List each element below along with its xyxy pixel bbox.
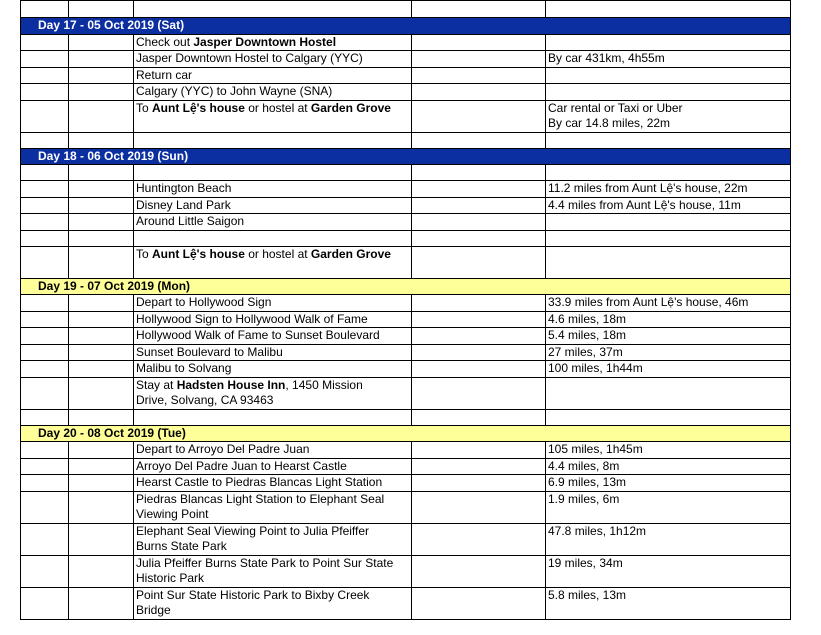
blank-cell <box>412 51 546 68</box>
blank-cell <box>412 181 546 198</box>
blank-cell <box>412 67 546 84</box>
itinerary-row <box>21 132 791 148</box>
blank-cell <box>69 523 134 555</box>
blank-cell <box>412 311 546 328</box>
blank-cell <box>69 214 134 231</box>
travel-info: 5.8 miles, 13m <box>548 587 627 602</box>
place-name: Hadsten House Inn <box>176 377 286 392</box>
activity-text: Sunset Boulevard to Malibu <box>136 344 283 359</box>
activity-text: Hollywood Walk of Fame to Sunset Boulevard <box>136 328 380 342</box>
activity-text: Hearst Castle to Piedras Blancas Light Station <box>136 475 383 489</box>
info-cell <box>546 328 791 345</box>
blank-cell <box>21 523 69 555</box>
activity-cell <box>134 523 412 555</box>
travel-info: 100 miles, 1h44m <box>548 361 643 375</box>
activity-text: Elephant Seal Viewing Point to Julia Pfeiffer <box>136 523 370 538</box>
info-cell <box>546 409 791 425</box>
activity-cell <box>134 34 412 51</box>
blank-cell <box>412 555 546 587</box>
activity-text: Point Sur State Historic Park to Bixby Creek <box>136 587 370 602</box>
day-header: Day 20 - 08 Oct 2019 (Tue) <box>21 425 791 442</box>
blank-cell <box>69 458 134 475</box>
activity-cell <box>134 409 412 425</box>
place-name: Jasper Downtown Hostel <box>193 34 337 49</box>
day-header-row <box>21 425 791 442</box>
itinerary-row <box>21 344 791 361</box>
blank-cell <box>412 361 546 378</box>
blank-cell <box>21 377 69 409</box>
itinerary-row <box>21 100 791 132</box>
blank-cell <box>412 523 546 555</box>
itinerary-row <box>21 214 791 231</box>
itinerary-row <box>21 165 791 181</box>
itinerary-row <box>21 295 791 312</box>
itinerary-row <box>21 84 791 101</box>
activity-cell <box>134 555 412 587</box>
day-header: Day 19 - 07 Oct 2019 (Mon) <box>21 278 791 295</box>
itinerary-row <box>21 442 791 459</box>
travel-info: 33.9 miles from Aunt Lệ's house, 46m <box>548 295 749 309</box>
blank-cell <box>69 587 134 619</box>
info-cell <box>546 295 791 312</box>
activity-cell <box>134 246 412 278</box>
blank-cell <box>21 555 69 587</box>
blank-cell <box>21 165 69 181</box>
travel-info: 6.9 miles, 13m <box>548 475 627 489</box>
blank-cell <box>412 442 546 459</box>
travel-info: 4.4 miles from Aunt Lệ's house, 11m <box>548 197 741 212</box>
itinerary-row <box>21 328 791 345</box>
activity-text: To <box>136 246 153 261</box>
blank-cell <box>69 51 134 68</box>
activity-text-line2: Viewing Point <box>136 507 209 521</box>
info-cell <box>546 523 791 555</box>
travel-info: 5.4 miles, 18m <box>548 328 627 342</box>
blank-cell <box>69 230 134 246</box>
activity-text: Around Little Saigon <box>136 214 245 228</box>
info-cell <box>546 34 791 51</box>
blank-cell <box>21 458 69 475</box>
travel-info: By car 431km, 4h55m <box>548 51 665 65</box>
info-cell <box>546 230 791 246</box>
info-cell <box>546 197 791 214</box>
blank-cell <box>412 377 546 409</box>
blank-cell <box>69 328 134 345</box>
itinerary-row <box>21 523 791 555</box>
blank-cell <box>69 181 134 198</box>
itinerary-row <box>21 458 791 475</box>
travel-info: 11.2 miles from Aunt Lệ's house, 22m <box>548 181 748 195</box>
blank-cell <box>21 361 69 378</box>
blank-cell <box>21 442 69 459</box>
blank-cell <box>412 344 546 361</box>
blank-cell <box>69 34 134 51</box>
blank-cell <box>21 67 69 84</box>
activity-cell <box>134 377 412 409</box>
itinerary-row <box>21 311 791 328</box>
activity-text-line2: Bridge <box>136 603 171 617</box>
blank-cell <box>21 409 69 425</box>
blank-cell <box>69 344 134 361</box>
blank-cell <box>69 132 134 148</box>
info-cell <box>546 246 791 278</box>
blank-cell <box>412 587 546 619</box>
activity-text: Return car <box>136 67 193 82</box>
activity-text: Depart to Arroyo Del Padre Juan <box>136 442 310 456</box>
activity-cell <box>134 181 412 198</box>
blank-cell <box>69 165 134 181</box>
blank-cell <box>69 491 134 523</box>
blank-cell <box>21 214 69 231</box>
place-name: Aunt Lệ's house <box>152 246 245 261</box>
blank-cell <box>69 555 134 587</box>
itinerary-row <box>21 491 791 523</box>
blank-cell <box>69 197 134 214</box>
blank-cell <box>21 181 69 198</box>
activity-cell <box>134 587 412 619</box>
info-cell <box>546 181 791 198</box>
activity-cell <box>134 311 412 328</box>
blank-cell <box>21 587 69 619</box>
blank-cell <box>69 442 134 459</box>
blank-cell <box>69 67 134 84</box>
activity-text-line2: Historic Park <box>136 571 205 585</box>
blank-cell <box>69 409 134 425</box>
blank-cell <box>69 377 134 409</box>
activity-cell <box>134 230 412 246</box>
blank-cell <box>21 344 69 361</box>
travel-info: 27 miles, 37m <box>548 344 623 359</box>
itinerary-row <box>21 230 791 246</box>
blank-cell <box>21 51 69 68</box>
blank-cell <box>21 84 69 101</box>
info-cell <box>546 475 791 492</box>
blank-cell <box>21 246 69 278</box>
blank-cell <box>412 84 546 101</box>
day-header-row <box>21 278 791 295</box>
info-cell <box>546 344 791 361</box>
activity-cell <box>134 214 412 231</box>
itinerary-row <box>21 587 791 619</box>
activity-text: Calgary (YYC) to John Wayne (SNA) <box>136 84 333 98</box>
blank-cell <box>21 311 69 328</box>
activity-cell <box>134 67 412 84</box>
activity-text: Arroyo Del Padre Juan to Hearst Castle <box>136 458 347 473</box>
itinerary-table <box>20 0 791 620</box>
blank-cell <box>412 409 546 425</box>
blank-cell <box>412 100 546 132</box>
activity-text: Malibu to Solvang <box>136 361 232 375</box>
travel-info: 1.9 miles, 6m <box>548 491 620 506</box>
blank-cell <box>69 311 134 328</box>
blank-cell <box>412 246 546 278</box>
activity-cell <box>134 361 412 378</box>
blank-cell <box>412 197 546 214</box>
blank-cell <box>21 34 69 51</box>
blank-cell <box>21 295 69 312</box>
activity-cell <box>134 442 412 459</box>
blank-cell <box>21 197 69 214</box>
place-name: Aunt Lệ's house <box>152 100 245 115</box>
activity-cell <box>134 132 412 148</box>
activity-text-line2: Drive, Solvang, CA 93463 <box>136 393 274 407</box>
itinerary-row <box>21 475 791 492</box>
activity-text: Julia Pfeiffer Burns State Park to Point Sur State <box>136 555 394 570</box>
travel-info: 4.4 miles, 8m <box>548 458 620 473</box>
activity-text: Piedras Blancas Light Station to Elephant Seal <box>136 491 385 506</box>
blank-cell <box>412 230 546 246</box>
activity-text: To <box>136 100 153 115</box>
itinerary-row <box>21 409 791 425</box>
itinerary-row <box>21 51 791 68</box>
info-cell <box>546 51 791 68</box>
info-cell <box>546 67 791 84</box>
activity-text: Jasper Downtown Hostel to Calgary (YYC) <box>136 51 363 65</box>
info-cell <box>546 165 791 181</box>
activity-text-line2: Burns State Park <box>136 539 227 553</box>
blank-cell <box>69 100 134 132</box>
blank-cell <box>69 361 134 378</box>
activity-text: Hollywood Sign to Hollywood Walk of Fame <box>136 311 368 326</box>
info-cell <box>546 311 791 328</box>
itinerary-row <box>21 555 791 587</box>
day-header: Day 17 - 05 Oct 2019 (Sat) <box>21 18 791 35</box>
blank-cell <box>21 475 69 492</box>
activity-cell <box>134 344 412 361</box>
activity-text: Check out <box>136 34 194 49</box>
travel-info: Car rental or Taxi or Uber <box>548 100 683 115</box>
blank-cell <box>412 34 546 51</box>
activity-text: or hostel at <box>244 100 311 115</box>
blank-cell <box>21 132 69 148</box>
activity-cell <box>134 51 412 68</box>
activity-text: Depart to Hollywood Sign <box>136 295 272 309</box>
place-name: Garden Grove <box>310 100 391 115</box>
blank-cell <box>69 475 134 492</box>
travel-info: 19 miles, 34m <box>548 555 623 570</box>
day-header-row <box>21 18 791 35</box>
blank-cell <box>69 246 134 278</box>
itinerary-row <box>21 246 791 278</box>
blank-cell <box>21 100 69 132</box>
travel-info: 4.6 miles, 18m <box>548 311 627 326</box>
info-cell <box>546 491 791 523</box>
travel-info-line2: By car 14.8 miles, 22m <box>548 116 671 130</box>
info-cell <box>546 361 791 378</box>
itinerary-row <box>21 34 791 51</box>
day-header: Day 18 - 06 Oct 2019 (Sun) <box>21 148 791 165</box>
info-cell <box>546 100 791 132</box>
activity-cell <box>134 165 412 181</box>
activity-cell <box>134 328 412 345</box>
activity-cell <box>134 100 412 132</box>
info-cell <box>546 132 791 148</box>
info-cell <box>546 458 791 475</box>
info-cell <box>546 555 791 587</box>
place-name: Garden Grove <box>310 246 391 261</box>
activity-cell <box>134 491 412 523</box>
itinerary-row <box>21 377 791 409</box>
blank-cell <box>412 165 546 181</box>
info-cell <box>546 442 791 459</box>
activity-text: or hostel at <box>244 246 311 261</box>
itinerary-row <box>21 197 791 214</box>
activity-text: , 1450 Mission <box>285 377 363 392</box>
day-header-row <box>21 148 791 165</box>
blank-cell <box>412 328 546 345</box>
blank-cell <box>412 295 546 312</box>
travel-info: 105 miles, 1h45m <box>548 442 643 456</box>
top-partial-row <box>21 1 791 18</box>
itinerary-row <box>21 361 791 378</box>
activity-text: Huntington Beach <box>136 181 232 195</box>
itinerary-row <box>21 67 791 84</box>
info-cell <box>546 214 791 231</box>
info-cell <box>546 377 791 409</box>
activity-cell <box>134 84 412 101</box>
info-cell <box>546 84 791 101</box>
activity-cell <box>134 458 412 475</box>
activity-cell <box>134 295 412 312</box>
blank-cell <box>21 328 69 345</box>
activity-text: Disney Land Park <box>136 197 231 212</box>
info-cell <box>546 587 791 619</box>
itinerary-body <box>21 1 791 620</box>
blank-cell <box>21 230 69 246</box>
blank-cell <box>69 295 134 312</box>
travel-info: 47.8 miles, 1h12m <box>548 523 647 538</box>
blank-cell <box>412 475 546 492</box>
activity-cell <box>134 475 412 492</box>
itinerary-row <box>21 181 791 198</box>
blank-cell <box>412 491 546 523</box>
blank-cell <box>21 491 69 523</box>
blank-cell <box>69 84 134 101</box>
blank-cell <box>412 458 546 475</box>
blank-cell <box>412 214 546 231</box>
activity-cell <box>134 197 412 214</box>
blank-cell <box>412 132 546 148</box>
activity-text: Stay at <box>136 377 177 392</box>
